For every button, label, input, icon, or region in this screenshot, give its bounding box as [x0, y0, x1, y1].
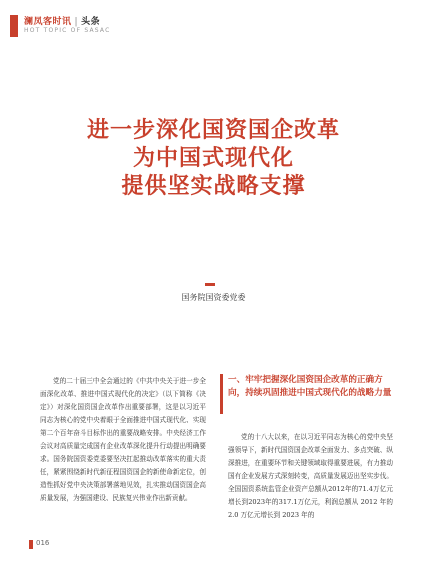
author-accent-bar: [205, 283, 215, 286]
section-accent-bar: [220, 374, 223, 414]
body-paragraph-section-1: 党的十八大以来，在以习近平同志为核心的党中央坚强领导下，新时代国资国企改革全面发力、多点突破、纵深推进，在重要环节和关键领域取得重要进展，有力推动国有企业发展方式深刻转变，高质量发展迈出坚实步伐。全国国资系统监管企业资产总额从2012年的71.4万亿元增长到2023年的317.1万亿元，利润总额从 2012 年的 2.0 万亿元增长到 2023 年的: [228, 433, 393, 519]
article-title: [0, 116, 427, 200]
body-paragraph-intro: 党的二十届三中全会通过的《中共中央关于进一步全面深化改革、推进中国式现代化的决定》（以下简称《决定》）对深化国资国企改革作出重要部署，这是以习近平同志为核心的党中央着眼于全面推进中国式现代化、实现第二个百年奋斗目标作出的重要战略安排。中央经济工作会议对高质量完成国有企业改革深化提升行动提出明确要求。国务院国资委党委要坚决扛起推动改革落实的重大责任，紧紧围绕新时代新征程国资国企的新使命新定位，创造性抓好党中央决策部署落地见效，扎实推动国资国企高质量发展，为强国建设、民族复兴伟业作出新贡献。: [40, 377, 206, 502]
page-number: 016: [36, 539, 50, 547]
title-line-2: 为中国式现代化: [132, 145, 294, 171]
folio-accent-bar: [29, 540, 33, 549]
column-title: [24, 14, 100, 27]
title-line-3: 提供坚实战略支撑: [121, 173, 306, 199]
section-heading: 一、牢牢把握深化国资国企改革的正确方向，持续巩固推进中国式现代化的战略力量: [228, 375, 392, 398]
column-name: 澜凤客时讯: [24, 17, 72, 27]
masthead: [10, 14, 417, 38]
title-line-1: 进一步深化国资国企改革: [86, 117, 340, 143]
article-author: 国务院国资委党委: [181, 293, 246, 302]
subcolumn-name: 头条: [81, 17, 101, 27]
column-english-name: HOT TOPIC OF SASAC: [24, 27, 111, 34]
section-heading-block: [220, 374, 392, 400]
column-separator: |: [74, 17, 79, 27]
masthead-accent-bar: [10, 15, 18, 37]
